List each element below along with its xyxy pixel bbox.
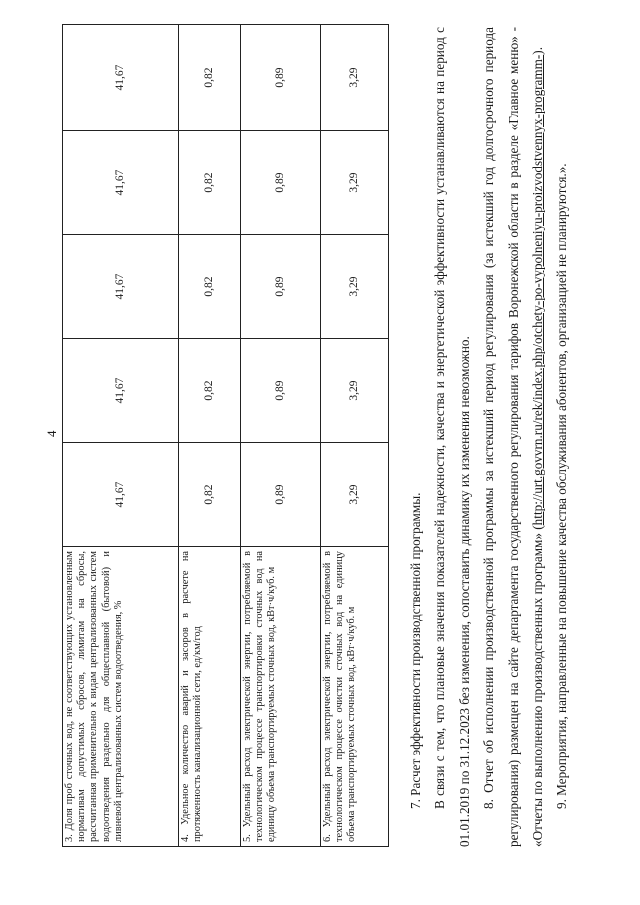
indicator-value: 0,89	[241, 235, 321, 339]
indicator-value: 0,89	[241, 131, 321, 235]
indicator-value: 3,29	[321, 339, 389, 443]
section-7-body: В связи с тем, что плановые значения показателей надежности, качества и энергетической эффективности устанавливаются на период с 01.01.2019 по 31.12.2023 без изменения, сопоставить динамику их изменения невозможно.	[432, 27, 472, 847]
indicators-table	[62, 24, 389, 847]
indicator-value: 0,89	[241, 443, 321, 547]
indicator-label: 6. Удельный расход электрической энергии, потребляемой в технологическом процессе очистки сточных вод на единицу объема транспортируемых сточных вод, кВт·ч/куб. м	[321, 547, 389, 847]
indicator-label: 3. Доля проб сточных вод, не соответствующих установленным нормативам допустимых сбросов, лимитам на сбросы, рассчитанная применительно к видам централизованных систем водоотведения раздельно для общесплавной (бытовой) и ливневой централизованных систем водоотведения, %	[63, 547, 179, 847]
indicator-value: 0,82	[179, 131, 241, 235]
indicator-value: 3,29	[321, 131, 389, 235]
indicator-value: 0,82	[179, 339, 241, 443]
section-9-body: 9. Мероприятия, направленные на повышение качества обслуживания абонентов, организацией не планируются.».	[554, 163, 570, 809]
indicator-value: 3,29	[321, 25, 389, 131]
section-8-text-end: ).	[530, 46, 546, 55]
indicator-value: 41,67	[63, 25, 179, 131]
indicator-label: 4. Удельное количество аварий и засоров в расчете на протяженность канализационной сети, ед/км/год	[179, 547, 241, 847]
table-row	[63, 25, 179, 847]
report-link[interactable]: http://urt.govvrn.ru/rek/index.php/otchety-po-vypolneniyu-proizvodstvennyx-programm-	[530, 54, 546, 526]
indicator-value: 0,89	[241, 25, 321, 131]
table-row	[241, 25, 321, 847]
indicator-value: 0,89	[241, 339, 321, 443]
indicator-label: 5. Удельный расход электрической энергии, потребляемой в технологическом процессе транспортировки сточных вод на единицу объема транспортируемых сточных вод, кВт·ч/куб. м	[241, 547, 321, 847]
body-text	[404, 27, 575, 847]
page-number: 4	[44, 430, 59, 437]
indicator-value: 41,67	[63, 339, 179, 443]
indicator-value: 3,29	[321, 235, 389, 339]
indicator-value: 0,82	[179, 25, 241, 131]
table-row	[321, 25, 389, 847]
indicator-value: 0,82	[179, 443, 241, 547]
indicator-value: 41,67	[63, 131, 179, 235]
indicator-value: 3,29	[321, 443, 389, 547]
indicator-value: 41,67	[63, 235, 179, 339]
section-8-text-start: 8. Отчет об исполнении производственной программы за истекший период регулирования (за истекший год долгосрочного периода регулирования) размещен на сайте департамента государственного регулирования тарифов Воронежской области в разделе «Главное меню» - «Отчеты по выполнению производственных программ» (	[481, 27, 546, 847]
section-8-body	[477, 27, 550, 847]
section-7-title: 7. Расчет эффективности производственной программы.	[408, 492, 423, 809]
table-row	[179, 25, 241, 847]
indicator-value: 41,67	[63, 443, 179, 547]
indicator-value: 0,82	[179, 235, 241, 339]
